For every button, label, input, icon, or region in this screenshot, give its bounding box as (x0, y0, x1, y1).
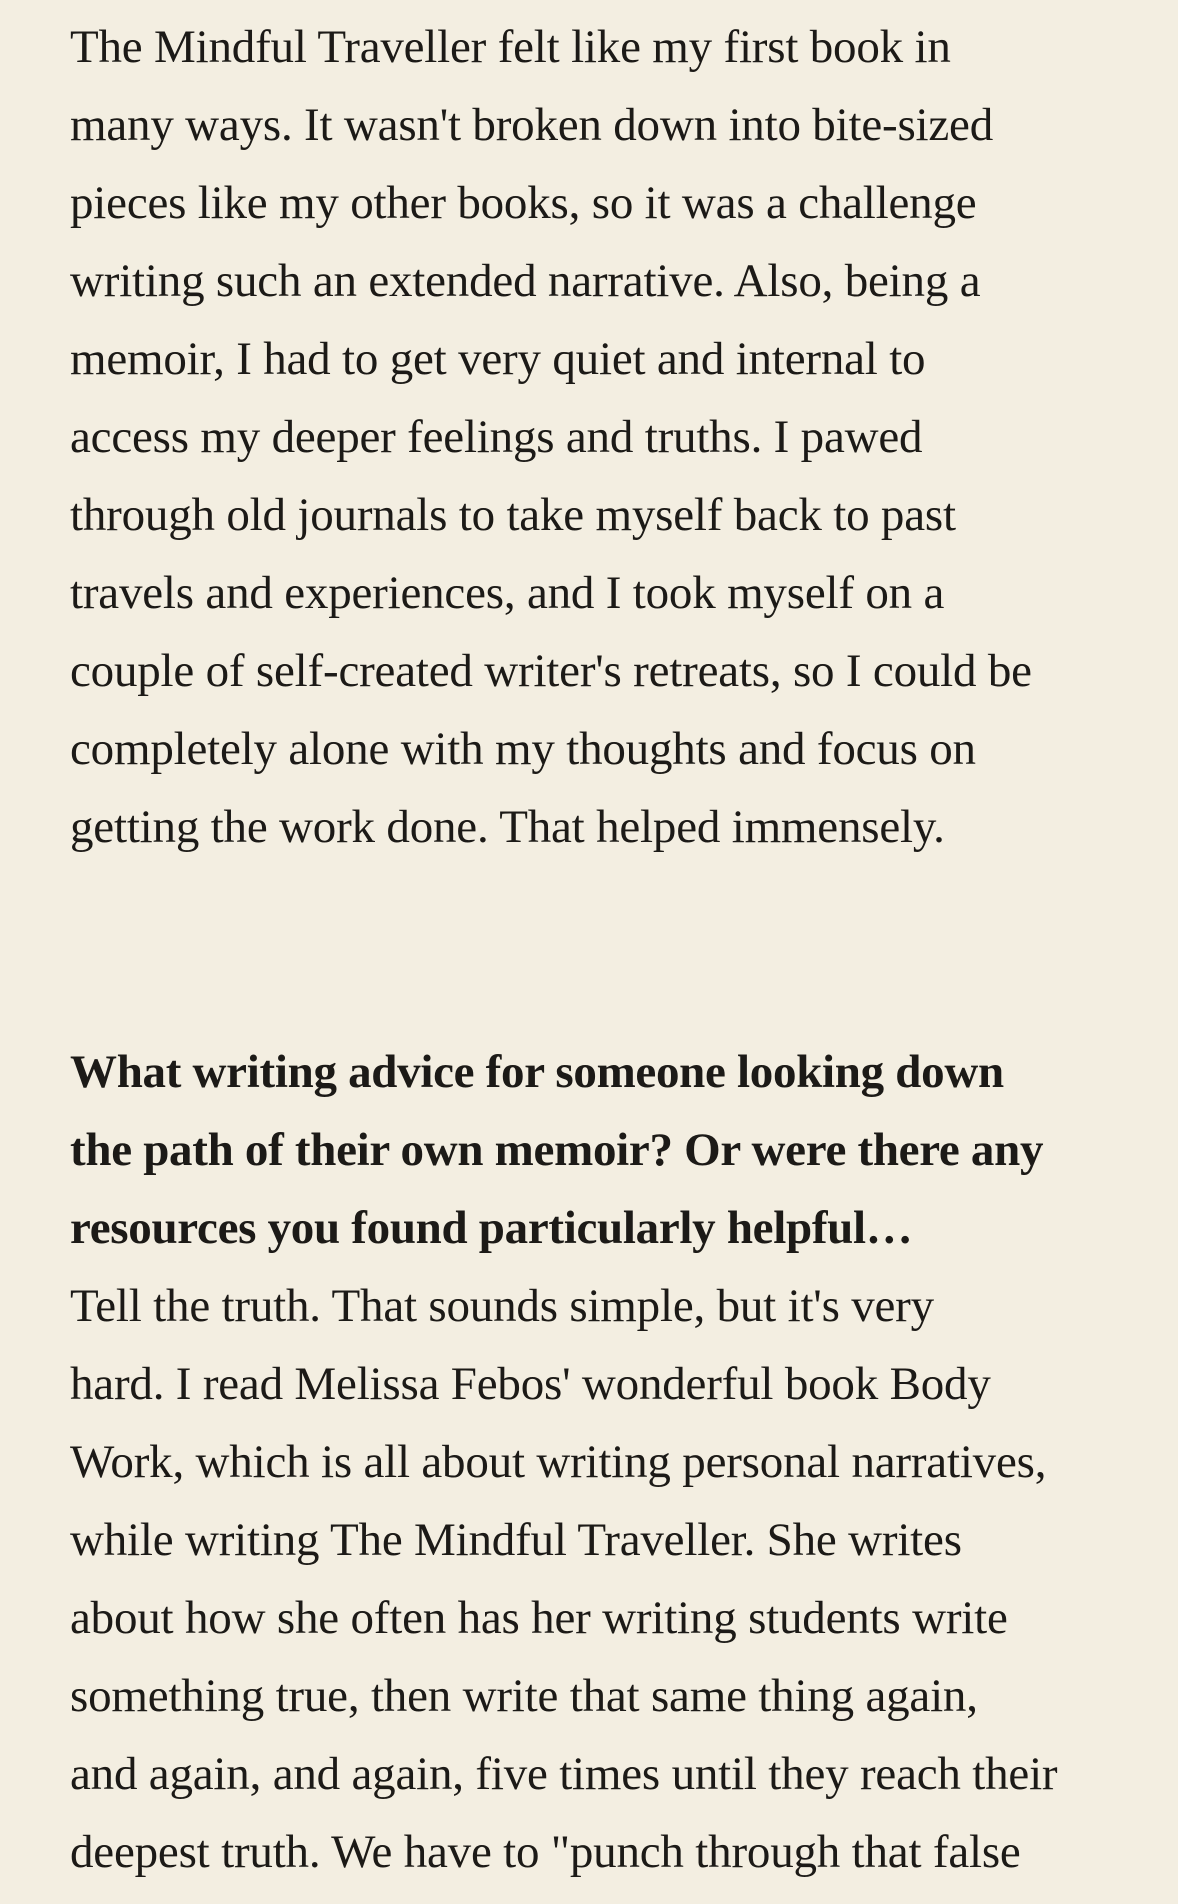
intro-paragraph: The Mindful Traveller felt like my first book in many ways. It wasn't broken down into bite-sized pieces like my other books, so it was a challenge writing such an extended narrative. Also, being a memoir, I had to get very quiet and internal to access my deeper feelings and truths. I pawed through old journals to take myself back to past travels and experiences, and I took myself on a couple of self-created writer's retreats, so I could be completely alone with my thoughts and focus on getting the work done. That helped immensely. (70, 21, 1032, 853)
answer-paragraph: Tell the truth. That sounds simple, but it's very hard. I read Melissa Febos' wonderful book Body Work, which is all about writing personal narratives, while writing The Mindful Traveller. She writes about how she often has her writing students write something true, then write that same thing again, and again, and again, five times until they reach their deepest truth. We have to "punch through that false (70, 1280, 1058, 1878)
interview-question: What writing advice for someone looking down the path of their own memoir? Or were there any resources you found particularly helpful… (70, 1046, 1044, 1254)
